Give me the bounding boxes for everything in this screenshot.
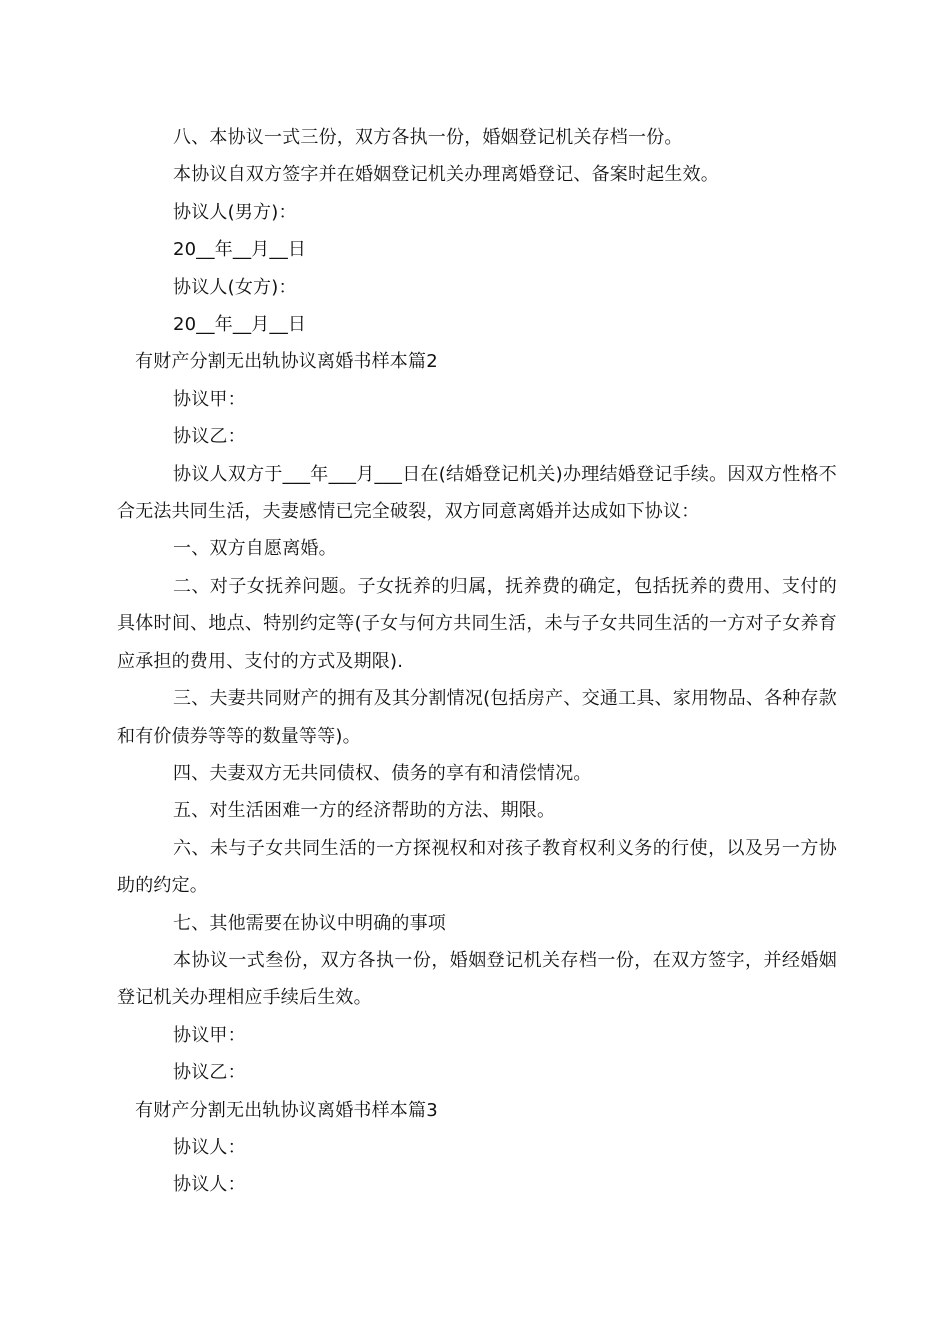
date-line-male: 20__年__月__日 <box>173 239 307 261</box>
signatory-label-2: 协议人： <box>173 1174 246 1196</box>
date-line-female: 20__年__月__日 <box>173 314 307 336</box>
clause-seven: 七、其他需要在协议中明确的事项 <box>173 912 446 934</box>
section-heading-2: 有财产分割无出轨协议离婚书样本篇2 <box>135 351 438 373</box>
party-a-label: 协议甲： <box>173 388 246 410</box>
clause-one: 一、双方自愿离婚。 <box>173 538 337 560</box>
effective-clause: 本协议自双方签字并在婚姻登记机关办理离婚登记、备案时起生效。 <box>173 164 719 186</box>
signatory-male-label: 协议人(男方)： <box>173 201 297 223</box>
copies-clause: 本协议一式叁份，双方各执一份，婚姻登记机关存档一份，在双方签字，并经婚姻登记机关办理相应手续后生效。 <box>117 949 837 1009</box>
clause-six: 六、未与子女共同生活的一方探视权和对孩子教育权利义务的行使，以及另一方协助的约定。 <box>117 837 837 897</box>
signatory-female-label: 协议人(女方)： <box>173 276 297 298</box>
signatory-label-1: 协议人： <box>173 1136 246 1158</box>
clause-five: 五、对生活困难一方的经济帮助的方法、期限。 <box>173 800 556 822</box>
clause-four: 四、夫妻双方无共同债权、债务的享有和清偿情况。 <box>173 762 592 784</box>
clause-three: 三、夫妻共同财产的拥有及其分割情况(包括房产、交通工具、家用物品、各种存款和有价债券等等的数量等等)。 <box>117 688 837 747</box>
preamble-paragraph: 协议人双方于___年___月___日在(结婚登记机关)办理结婚登记手续。因双方性格不合无法共同生活，夫妻感情已完全破裂，双方同意离婚并达成如下协议： <box>117 463 837 523</box>
section-heading-3: 有财产分割无出轨协议离婚书样本篇3 <box>135 1099 438 1121</box>
document-body <box>117 119 837 1204</box>
party-b-label: 协议乙： <box>173 426 246 448</box>
party-a-signature-label: 协议甲： <box>173 1024 246 1046</box>
clause-eight: 八、本协议一式三份，双方各执一份，婚姻登记机关存档一份。 <box>173 127 683 148</box>
party-b-signature-label: 协议乙： <box>173 1062 246 1084</box>
clause-two: 二、对子女抚养问题。子女抚养的归属，抚养费的确定，包括抚养的费用、支付的具体时间、地点、特别约定等(子女与何方共同生活，未与子女共同生活的一方对子女养育应承担的费用、支付的方式及期限). <box>117 575 837 672</box>
